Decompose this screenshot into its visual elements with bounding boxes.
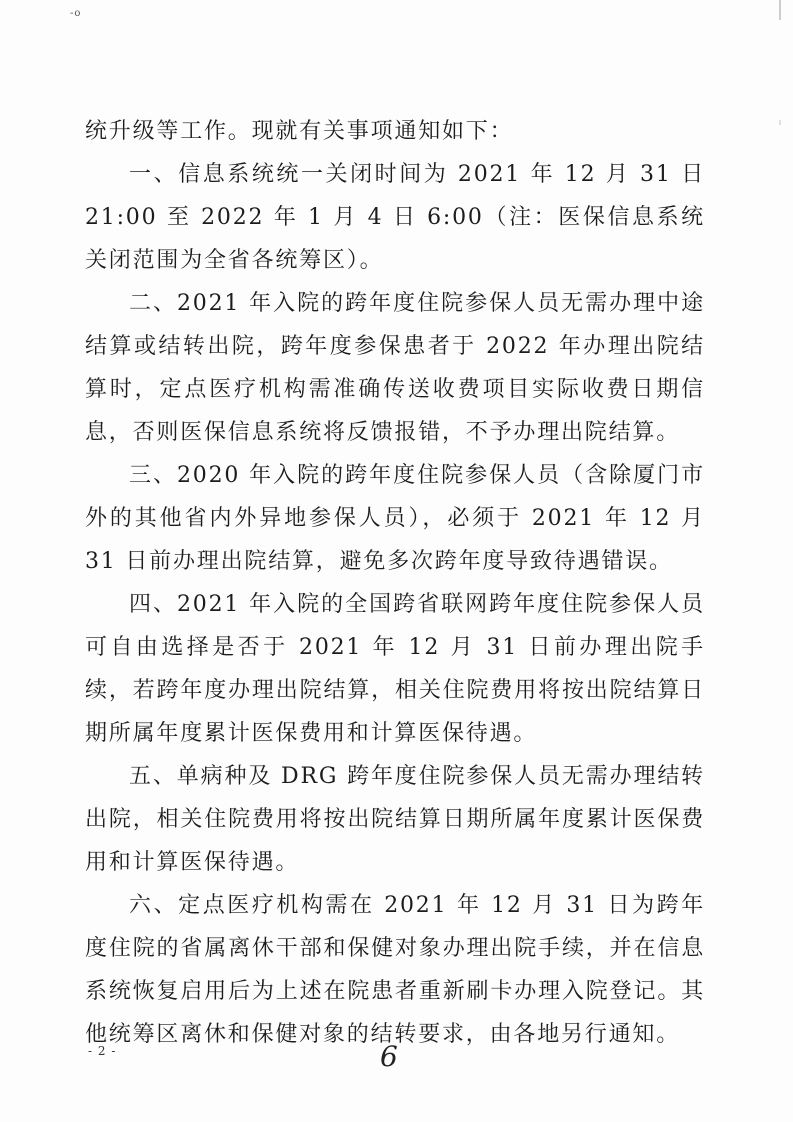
scan-edge-artifact [779, 0, 781, 1122]
paragraph-item-5: 五、单病种及 DRG 跨年度住院参保人员无需办理结转出院，相关住院费用将按出院结算日期所属年度累计医保费用和计算医保待遇。 [85, 764, 705, 875]
corner-mark: -o [70, 8, 82, 19]
paragraph-item-3: 三、2020 年入院的跨年度住院参保人员（含除厦门市外的其他省内外异地参保人员），必须于 2021 年 12 月 31 日前办理出院结算，避免多次跨年度导致待遇错误。 [85, 463, 705, 574]
document-body [85, 110, 705, 1056]
handwritten-page-mark: 6 [380, 1040, 398, 1073]
page-number: - 2 - [88, 1044, 117, 1058]
paragraph-continuation: 统升级等工作。现就有关事项通知如下： [85, 119, 514, 144]
paragraph-item-1: 一、信息系统统一关闭时间为 2021 年 12 月 31 日 21:00 至 2022 年 1 月 4 日 6:00（注：医保信息系统关闭范围为全省各统筹区）。 [85, 162, 705, 273]
paragraph-item-2: 二、2021 年入院的跨年度住院参保人员无需办理中途结算或结转出院，跨年度参保患者于 2022 年办理出院结算时，定点医疗机构需准确传送收费项目实际收费日期信息，否则医保信息系统将反馈报错，不予办理出院结算。 [85, 291, 705, 445]
paragraph-item-6: 六、定点医疗机构需在 2021 年 12 月 31 日为跨年度住院的省属离休干部和保健对象办理出院手续，并在信息系统恢复启用后为上述在院患者重新刷卡办理入院登记。其他统筹区离休和保健对象的结转要求，由各地另行通知。 [85, 893, 705, 1047]
paragraph-item-4: 四、2021 年入院的全国跨省联网跨年度住院参保人员可自由选择是否于 2021 年 12 月 31 日前办理出院手续，若跨年度办理出院结算，相关住院费用将按出院结算日期所属年度累计医保费用和计算医保待遇。 [85, 592, 705, 746]
